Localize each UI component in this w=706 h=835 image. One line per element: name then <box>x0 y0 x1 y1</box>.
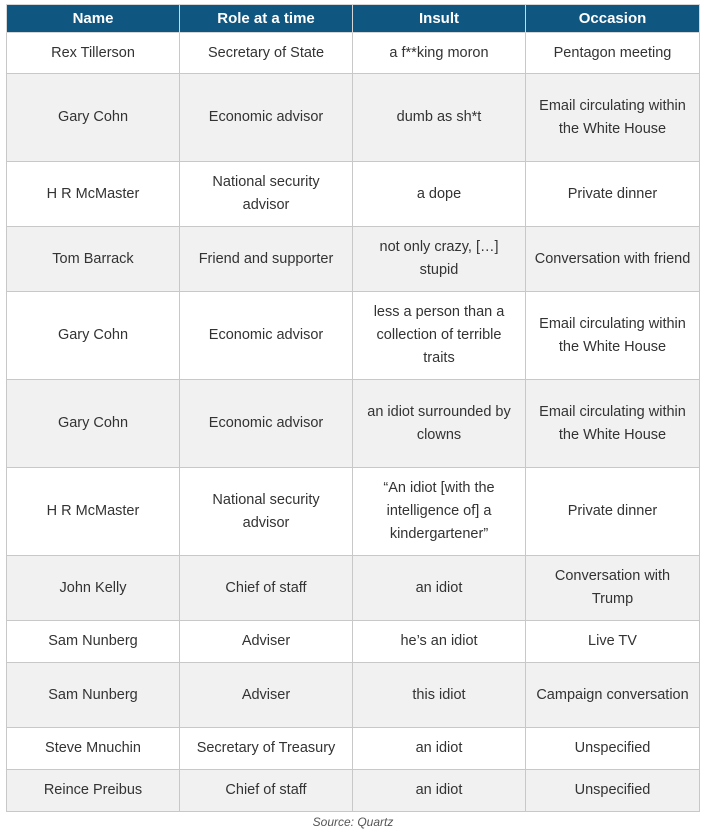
table-row <box>7 770 700 812</box>
cell-insult: an idiot <box>353 770 526 812</box>
cell-name: Tom Barrack <box>7 227 180 292</box>
cell-role: Secretary of Treasury <box>180 728 353 770</box>
table-row <box>7 380 700 468</box>
cell-name: H R McMaster <box>7 162 180 227</box>
column-header-occasion: Occasion <box>526 5 700 33</box>
cell-name: Steve Mnuchin <box>7 728 180 770</box>
cell-insult: dumb as sh*t <box>353 74 526 162</box>
cell-name: Rex Tillerson <box>7 33 180 74</box>
cell-name: John Kelly <box>7 556 180 621</box>
cell-role: Economic advisor <box>180 292 353 380</box>
cell-insult: this idiot <box>353 663 526 728</box>
cell-name: Sam Nunberg <box>7 621 180 663</box>
table-row <box>7 556 700 621</box>
cell-role: Chief of staff <box>180 556 353 621</box>
table-row <box>7 74 700 162</box>
cell-occasion: Conversation with Trump <box>526 556 700 621</box>
insults-table <box>6 4 700 812</box>
table-header <box>7 5 700 33</box>
source-caption: Source: Quartz <box>312 815 394 829</box>
cell-name: Gary Cohn <box>7 380 180 468</box>
cell-role: National security advisor <box>180 162 353 227</box>
table-row <box>7 162 700 227</box>
cell-insult: an idiot <box>353 556 526 621</box>
table-row <box>7 292 700 380</box>
table-row <box>7 468 700 556</box>
cell-role: National security advisor <box>180 468 353 556</box>
cell-occasion: Unspecified <box>526 770 700 812</box>
cell-name: Sam Nunberg <box>7 663 180 728</box>
column-header-insult: Insult <box>353 5 526 33</box>
cell-insult: “An idiot [with the intelligence of] a kindergartener” <box>353 468 526 556</box>
cell-occasion: Pentagon meeting <box>526 33 700 74</box>
cell-occasion: Private dinner <box>526 468 700 556</box>
cell-role: Economic advisor <box>180 74 353 162</box>
cell-insult: a dope <box>353 162 526 227</box>
cell-occasion: Private dinner <box>526 162 700 227</box>
column-header-name: Name <box>7 5 180 33</box>
column-header-role: Role at a time <box>180 5 353 33</box>
table-row <box>7 33 700 74</box>
cell-insult: an idiot surrounded by clowns <box>353 380 526 468</box>
cell-occasion: Campaign conversation <box>526 663 700 728</box>
cell-insult: less a person than a collection of terrible traits <box>353 292 526 380</box>
cell-occasion: Unspecified <box>526 728 700 770</box>
cell-occasion: Email circulating within the White House <box>526 292 700 380</box>
cell-insult: a f**king moron <box>353 33 526 74</box>
cell-role: Adviser <box>180 663 353 728</box>
cell-role: Secretary of State <box>180 33 353 74</box>
cell-role: Economic advisor <box>180 380 353 468</box>
cell-insult: an idiot <box>353 728 526 770</box>
cell-occasion: Email circulating within the White House <box>526 74 700 162</box>
table-body <box>7 33 700 812</box>
table-row <box>7 728 700 770</box>
cell-role: Chief of staff <box>180 770 353 812</box>
cell-role: Adviser <box>180 621 353 663</box>
cell-insult: he’s an idiot <box>353 621 526 663</box>
cell-occasion: Live TV <box>526 621 700 663</box>
cell-name: Gary Cohn <box>7 74 180 162</box>
cell-occasion: Conversation with friend <box>526 227 700 292</box>
header-row <box>7 5 700 33</box>
cell-name: Reince Preibus <box>7 770 180 812</box>
cell-role: Friend and supporter <box>180 227 353 292</box>
table-row <box>7 663 700 728</box>
table-row <box>7 227 700 292</box>
cell-name: Gary Cohn <box>7 292 180 380</box>
cell-insult: not only crazy, […] stupid <box>353 227 526 292</box>
cell-name: H R McMaster <box>7 468 180 556</box>
cell-occasion: Email circulating within the White House <box>526 380 700 468</box>
table-row <box>7 621 700 663</box>
